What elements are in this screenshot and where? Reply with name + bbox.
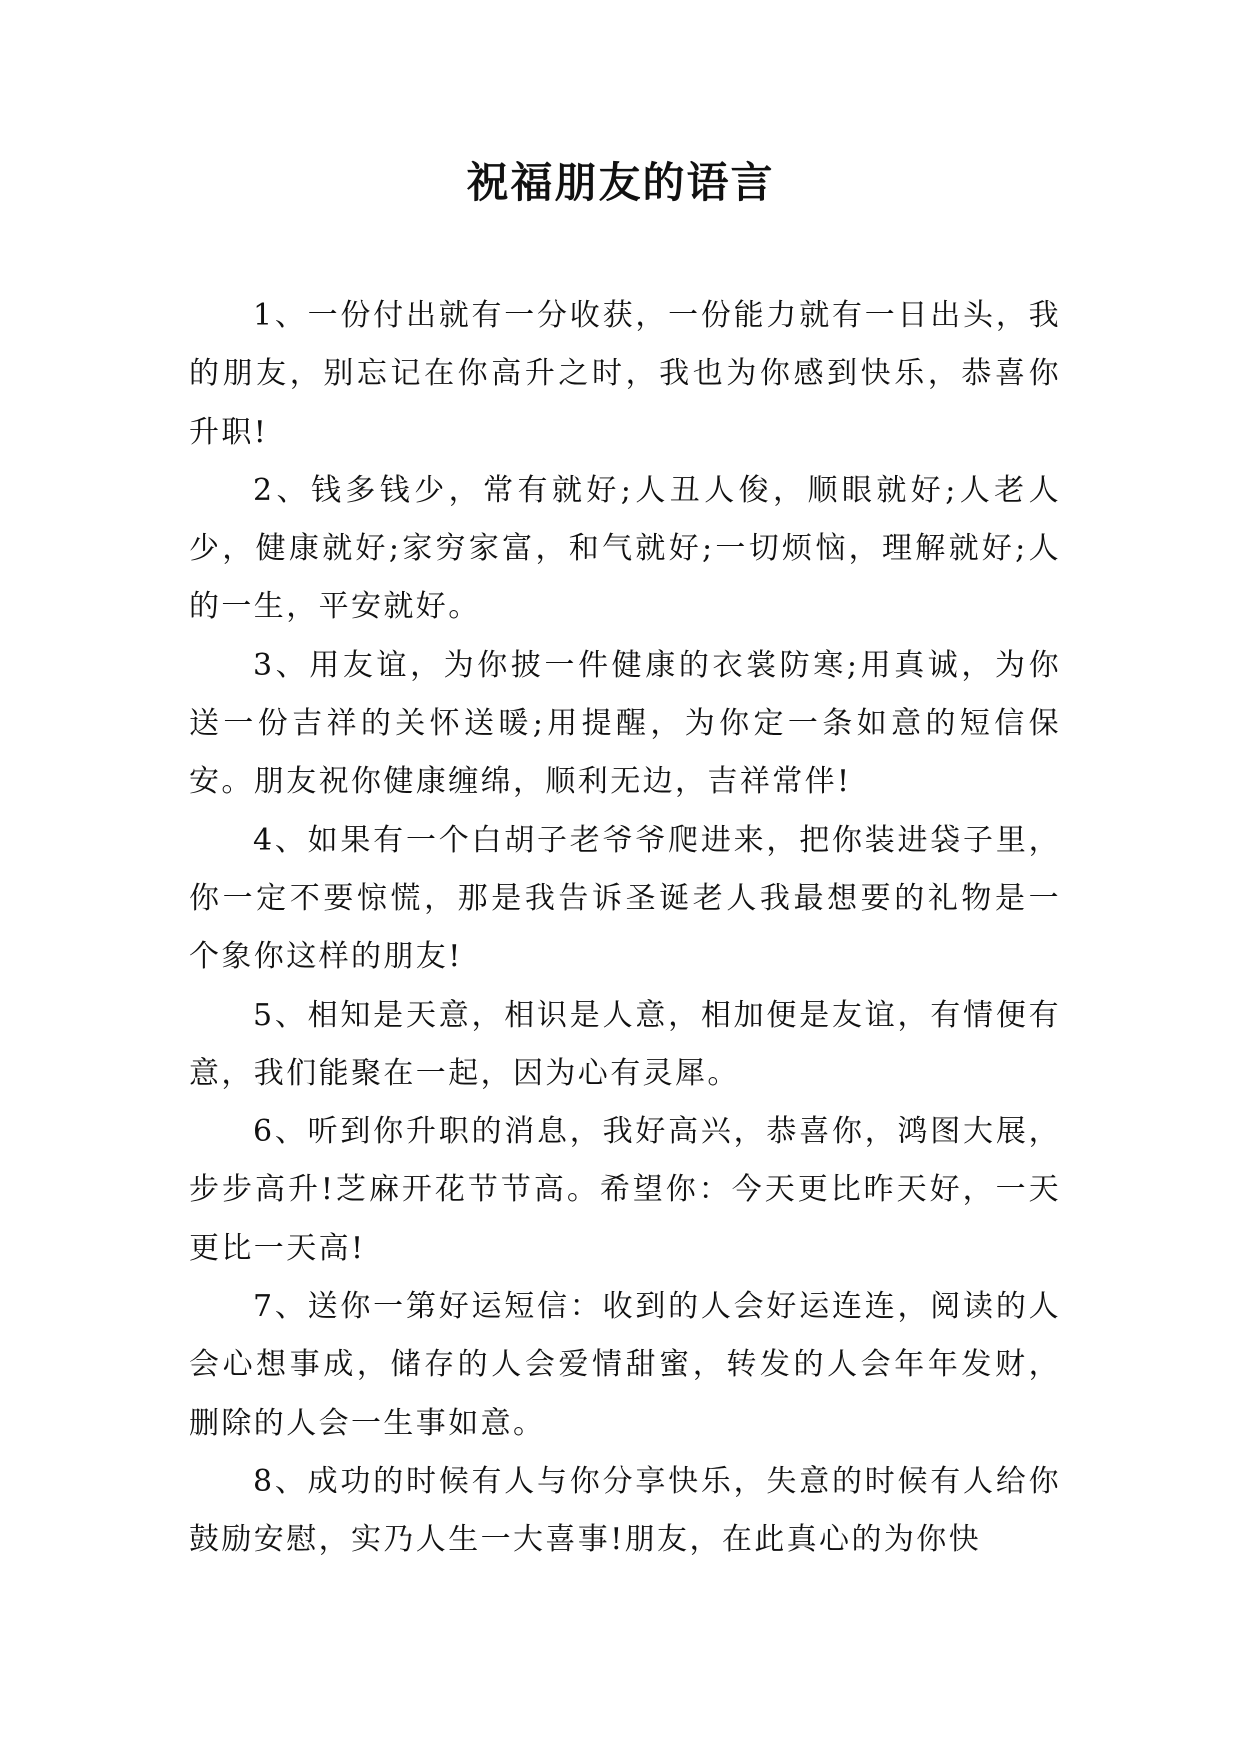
document-body <box>189 287 1061 1570</box>
paragraph: 3、用友谊，为你披一件健康的衣裳防寒;用真诚，为你送一份吉祥的关怀送暖;用提醒，为你定一条如意的短信保安。朋友祝你健康缠绵，顺利无边，吉祥常伴! <box>189 647 1061 800</box>
paragraph: 7、送你一第好运短信：收到的人会好运连连，阅读的人会心想事成，储存的人会爱情甜蜜，转发的人会年年发财，删除的人会一生事如意。 <box>189 1289 1061 1441</box>
paragraph: 6、听到你升职的消息，我好高兴，恭喜你，鸿图大展，步步高升!芝麻开花节节高。希望你：今天更比昨天好，一天更比一天高! <box>189 1114 1061 1266</box>
paragraph: 2、钱多钱少，常有就好;人丑人俊，顺眼就好;人老人少，健康就好;家穷家富，和气就好;一切烦恼，理解就好;人的一生，平安就好。 <box>189 472 1061 625</box>
paragraph: 4、如果有一个白胡子老爷爷爬进来，把你装进袋子里，你一定不要惊慌，那是我告诉圣诞老人我最想要的礼物是一个象你这样的朋友! <box>189 822 1061 975</box>
document-title: 祝福朋友的语言 <box>466 158 775 207</box>
paragraph: 5、相知是天意，相识是人意，相加便是友谊，有情便有意，我们能聚在一起，因为心有灵犀。 <box>189 997 1061 1091</box>
paragraph: 1、一份付出就有一分收获，一份能力就有一日出头，我的朋友，别忘记在你高升之时，我也为你感到快乐，恭喜你升职! <box>189 298 1061 450</box>
paragraph: 8、成功的时候有人与你分享快乐，失意的时候有人给你鼓励安慰，实乃人生一大喜事!朋友，在此真心的为你快 <box>189 1463 1061 1558</box>
